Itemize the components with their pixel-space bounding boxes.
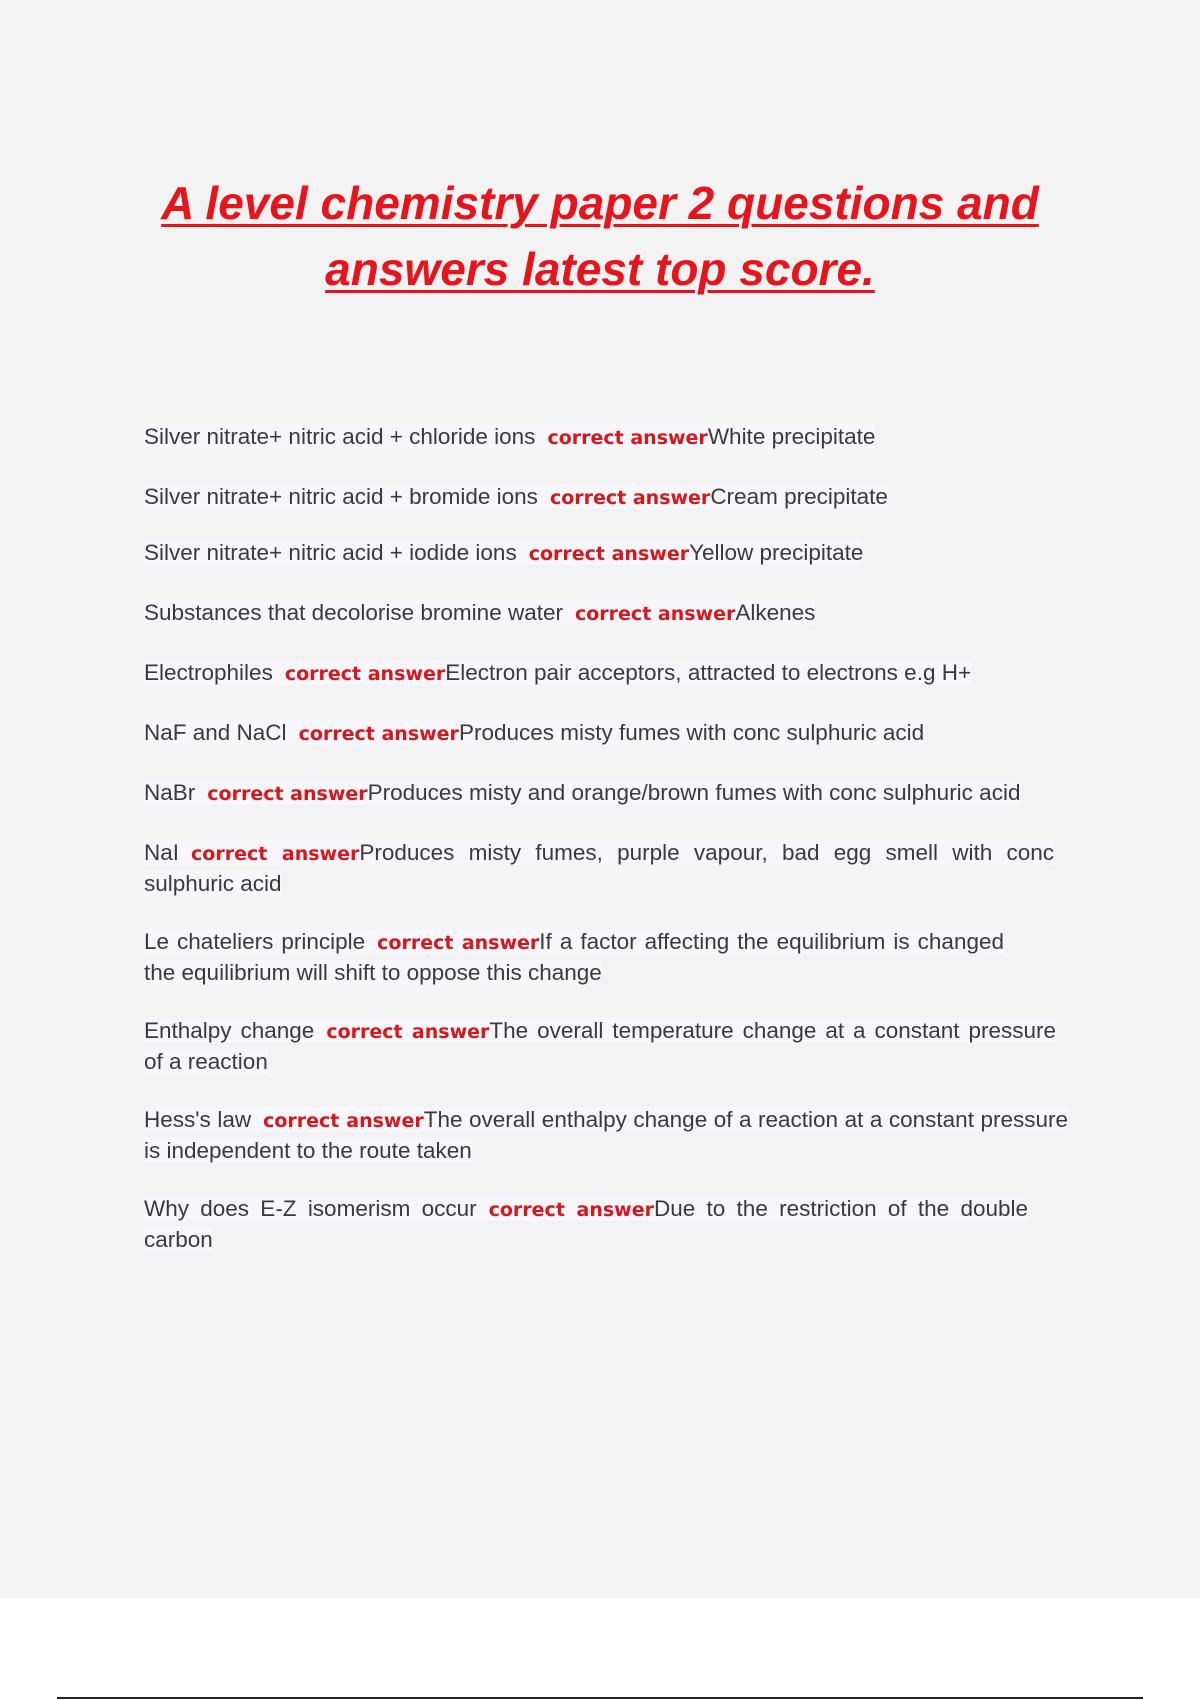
correct-answer-label: correct answer: [263, 1110, 424, 1132]
correct-answer-label: correct answer: [528, 543, 690, 565]
answer-text: Due to the restriction of the double carbon: [144, 1196, 1029, 1252]
answer-text: Produces misty fumes with conc sulphuric acid: [458, 720, 925, 745]
correct-answer-label: correct answer: [191, 843, 360, 865]
correct-answer-label: correct answer: [377, 932, 540, 954]
qa-list: [144, 422, 1074, 1254]
qa-item-hess-law: [144, 1105, 1068, 1165]
document-title: A level chemistry paper 2 questions and answers latest top score.: [161, 177, 1039, 295]
qa-item-nai: [144, 838, 1054, 898]
question-text: Electrophiles: [144, 660, 273, 685]
answer-text: If a factor affecting the equilibrium is changed the equilibrium will shift to oppose this change: [144, 929, 1004, 985]
qa-item-electrophiles: [144, 658, 1074, 689]
answer-text: Electron pair acceptors, attracted to electrons e.g H+: [445, 660, 972, 685]
answer-text: Alkenes: [735, 600, 816, 625]
answer-text: The overall enthalpy change of a reaction at a constant pressure is independent to the route taken: [144, 1107, 1068, 1163]
qa-item-bromine-water: [144, 598, 1074, 629]
answer-text: Cream precipitate: [710, 484, 888, 509]
question-text: NaI: [144, 840, 180, 865]
question-text: Hess's law: [144, 1107, 252, 1132]
qa-item-naf-nacl: [144, 718, 1074, 749]
question-text: NaBr: [144, 780, 196, 805]
qa-item-le-chatelier: [144, 927, 1004, 987]
answer-text: Produces misty fumes, purple vapour, bad egg smell with conc sulphuric acid: [144, 840, 1054, 896]
qa-item-enthalpy-change: [144, 1016, 1056, 1076]
correct-answer-label: correct answer: [207, 783, 368, 805]
correct-answer-label: correct answer: [547, 427, 708, 449]
qa-item-chloride: [144, 422, 1074, 453]
answer-text: The overall temperature change at a constant pressure of a reaction: [144, 1018, 1057, 1074]
qa-item-iodide: [144, 538, 1074, 569]
question-text: NaF and NaCl: [144, 720, 287, 745]
correct-answer-label: correct answer: [284, 663, 446, 685]
qa-item-bromide: [144, 482, 1074, 513]
correct-answer-label: correct answer: [488, 1199, 654, 1221]
question-text: Why does E-Z isomerism occur: [144, 1196, 477, 1221]
question-text: Enthalpy change: [144, 1018, 315, 1043]
correct-answer-label: correct answer: [549, 487, 711, 509]
question-text: Le chateliers principle: [144, 929, 366, 954]
question-text: Silver nitrate+ nitric acid + bromide ions: [144, 484, 538, 509]
correct-answer-label: correct answer: [574, 603, 736, 625]
qa-item-nabr: [144, 778, 1074, 809]
answer-text: White precipitate: [707, 424, 876, 449]
question-text: Silver nitrate+ nitric acid + iodide ions: [144, 540, 517, 565]
correct-answer-label: correct answer: [298, 723, 459, 745]
qa-item-ez-isomerism: [144, 1194, 1028, 1254]
question-text: Silver nitrate+ nitric acid + chloride ions: [144, 424, 536, 449]
answer-text: Produces misty and orange/brown fumes with conc sulphuric acid: [367, 780, 1021, 805]
question-text: Substances that decolorise bromine water: [144, 600, 563, 625]
answer-text: Yellow precipitate: [689, 540, 864, 565]
correct-answer-label: correct answer: [326, 1021, 490, 1043]
footer-rule: [57, 1697, 1143, 1699]
